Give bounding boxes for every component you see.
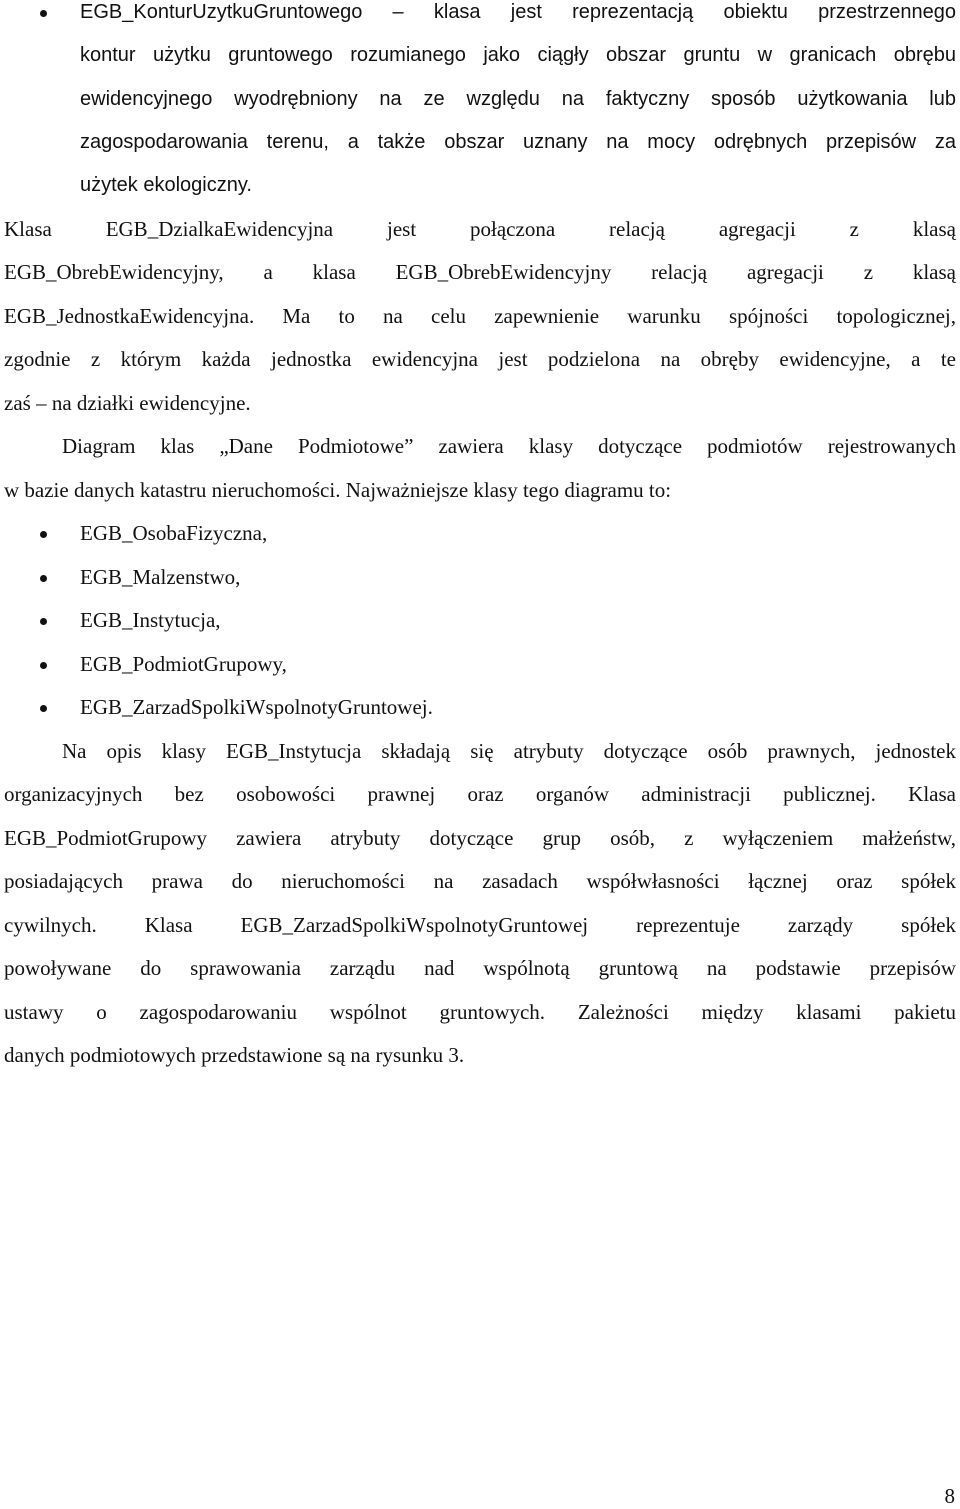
- text-line: użytek ekologiczny.: [80, 174, 252, 196]
- bullet-icon: [40, 662, 47, 669]
- text-line: Diagram klas „Dane Podmiotowe” zawiera klasy dotyczące podmiotów rejestrowanych: [62, 434, 956, 458]
- page-number: 8: [944, 1484, 955, 1508]
- text-line: EGB_JednostkaEwidencyjna. Ma to na celu zapewnienie warunku spójności topologicznej,: [4, 304, 956, 328]
- list-item-label: EGB_Instytucja,: [80, 608, 221, 632]
- bullet-icon: [40, 575, 47, 582]
- bullet-icon: [40, 10, 47, 17]
- bullet-icon: [40, 618, 47, 625]
- text-line: w bazie danych katastru nieruchomości. Najważniejsze klasy tego diagramu to:: [4, 478, 672, 502]
- text-line: posiadających prawa do nieruchomości na zasadach współwłasności łącznej oraz spółek: [4, 869, 956, 893]
- text-line: zaś – na działki ewidencyjne.: [4, 391, 251, 415]
- text-line: organizacyjnych bez osobowości prawnej oraz organów administracji publicznej. Klasa: [4, 782, 956, 806]
- text-line: zgodnie z którym każda jednostka ewidencyjna jest podzielona na obręby ewidencyjne, a te: [4, 347, 956, 371]
- text-line: ewidencyjnego wyodrębniony na ze względu na faktyczny sposób użytkowania lub: [80, 88, 956, 110]
- text-line: ustawy o zagospodarowaniu wspólnot gruntowych. Zależności między klasami pakietu: [4, 1000, 956, 1024]
- bullet-icon: [40, 705, 47, 712]
- bullet-icon: [40, 531, 47, 538]
- text-line: kontur użytku gruntowego rozumianego jako ciągły obszar gruntu w granicach obrębu: [80, 44, 956, 66]
- text-line: zagospodarowania terenu, a także obszar uznany na mocy odrębnych przepisów za: [80, 131, 956, 153]
- text-line: EGB_PodmiotGrupowy zawiera atrybuty dotyczące grup osób, z wyłączeniem małżeństw,: [4, 826, 956, 850]
- list-item-label: EGB_OsobaFizyczna,: [80, 521, 268, 545]
- list-item-label: EGB_Malzenstwo,: [80, 565, 241, 589]
- text-line: EGB_KonturUzytkuGruntowego – klasa jest reprezentacją obiektu przestrzennego: [80, 1, 956, 23]
- text-line: EGB_ObrebEwidencyjny, a klasa EGB_ObrebEwidencyjny relacją agregacji z klasą: [4, 260, 956, 284]
- text-line: powoływane do sprawowania zarządu nad wspólnotą gruntową na podstawie przepisów: [4, 956, 956, 980]
- list-item-label: EGB_ZarzadSpolkiWspolnotyGruntowej.: [80, 695, 433, 719]
- text-line: Na opis klasy EGB_Instytucja składają się atrybuty dotyczące osób prawnych, jednostek: [62, 739, 956, 763]
- text-line: danych podmiotowych przedstawione są na rysunku 3.: [4, 1043, 465, 1067]
- list-item-label: EGB_PodmiotGrupowy,: [80, 652, 287, 676]
- text-line: cywilnych. Klasa EGB_ZarzadSpolkiWspolnotyGruntowej reprezentuje zarządy spółek: [4, 913, 956, 937]
- text-line: Klasa EGB_DzialkaEwidencyjna jest połączona relacją agregacji z klasą: [4, 217, 956, 241]
